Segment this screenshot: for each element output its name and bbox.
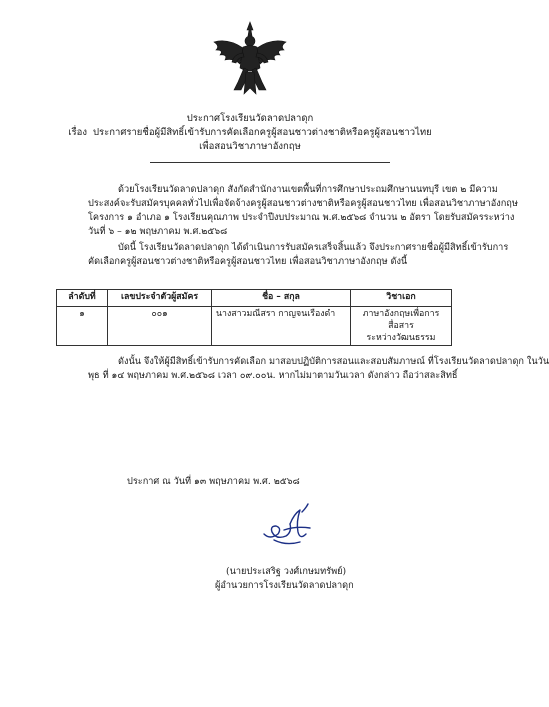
table-header-row [57, 290, 452, 307]
garuda-emblem-icon [210, 20, 290, 98]
intro-line: ด้วยโรงเรียนวัดลาดปลาดุก สังกัดสำนักงานเขตพื้นที่การศึกษาประถมศึกษานนทบุรี เขต ๒ มีความ [118, 184, 498, 195]
intro-line: โครงการ ๑ อำเภอ ๑ โรงเรียนคุณภาพ ประจำปีงบประมาณ พ.ศ.๒๕๖๘ จำนวน ๒ อัตรา โดยรับสมัครระหว่าง [88, 212, 515, 223]
signer-name: (นายประเสริฐ วงศ์เกษมทรัพย์) [226, 566, 347, 577]
intro-line: วันที่ ๖ – ๑๒ พฤษภาคม พ.ศ.๒๕๖๘ [88, 226, 228, 237]
subject-label: เรื่อง [68, 127, 87, 138]
instruction-line: พุธ ที่ ๑๔ พฤษภาคม พ.ศ.๒๕๖๘ เวลา ๐๙.๐๐น. หากไม่มาตามวันเวลา ดังกล่าว ถือว่าสละสิทธิ์ [88, 370, 458, 381]
result-line: บัดนี้ โรงเรียนวัดลาดปลาดุก ได้ดำเนินการรับสมัครเสร็จสิ้นแล้ว จึงประกาศรายชื่อผู้มีสิทธิ์เข้ารับการ [118, 242, 509, 253]
signer-position: ผู้อำนวยการโรงเรียนวัดลาดปลาดุก [215, 580, 354, 591]
col-header-applicant-id: เลขประจำตัวผู้สมัคร [108, 290, 212, 307]
cell-applicant-id: ๐๐๑ [108, 307, 212, 346]
col-header-name: ชื่อ – สกุล [212, 290, 351, 307]
applicant-table [56, 289, 452, 346]
subject-text-line2: เพื่อสอนวิชาภาษาอังกฤษ [199, 141, 301, 152]
paragraph-intro [88, 183, 518, 239]
announcement-subject [0, 126, 500, 139]
major-line1: ภาษาอังกฤษเพื่อการสื่อสาร [362, 309, 440, 331]
table-row [57, 307, 452, 346]
cell-name: นางสาวมณีสรา กาญจนเรืองดำ [212, 307, 351, 346]
col-header-number: ลำดับที่ [57, 290, 108, 307]
result-line: คัดเลือกครูผู้สอนชาวต่างชาติหรือครูผู้สอนชาวไทย เพื่อสอนวิชาภาษาอังกฤษ ดังนี้ [88, 256, 408, 267]
col-header-major: วิชาเอก [351, 290, 452, 307]
title-divider [150, 162, 390, 163]
paragraph-result [88, 241, 509, 269]
instruction-line: ดังนั้น จึงให้ผู้มีสิทธิ์เข้ารับการคัดเลือก มาสอบปฏิบัติการสอนและสอบสัมภาษณ์ ที่โรงเรียนวัดลาดปลาดุก ในวัน [118, 356, 549, 367]
intro-line: ประสงค์จะรับสมัครบุคคลทั่วไปเพื่อจัดจ้างครูผู้สอนชาวต่างชาติหรือครูผู้สอนชาวไทย เพื่อสอนวิชาภาษาอังกฤษ [88, 198, 518, 209]
cell-number: ๑ [57, 307, 108, 346]
signature-mark [256, 500, 316, 550]
subject-text-line1: ประกาศรายชื่อผู้มีสิทธิ์เข้ารับการคัดเลือกครูผู้สอนชาวต่างชาติหรือครูผู้สอนชาวไทย [93, 127, 432, 138]
announcement-title: ประกาศโรงเรียนวัดลาดปลาดุก [186, 113, 314, 124]
major-line2: ระหว่างวัฒนธรรม [366, 333, 436, 343]
paragraph-instruction [88, 355, 549, 383]
cell-major [351, 307, 452, 346]
announcement-date: ประกาศ ณ วันที่ ๑๓ พฤษภาคม พ.ศ. ๒๕๖๘ [127, 476, 300, 487]
